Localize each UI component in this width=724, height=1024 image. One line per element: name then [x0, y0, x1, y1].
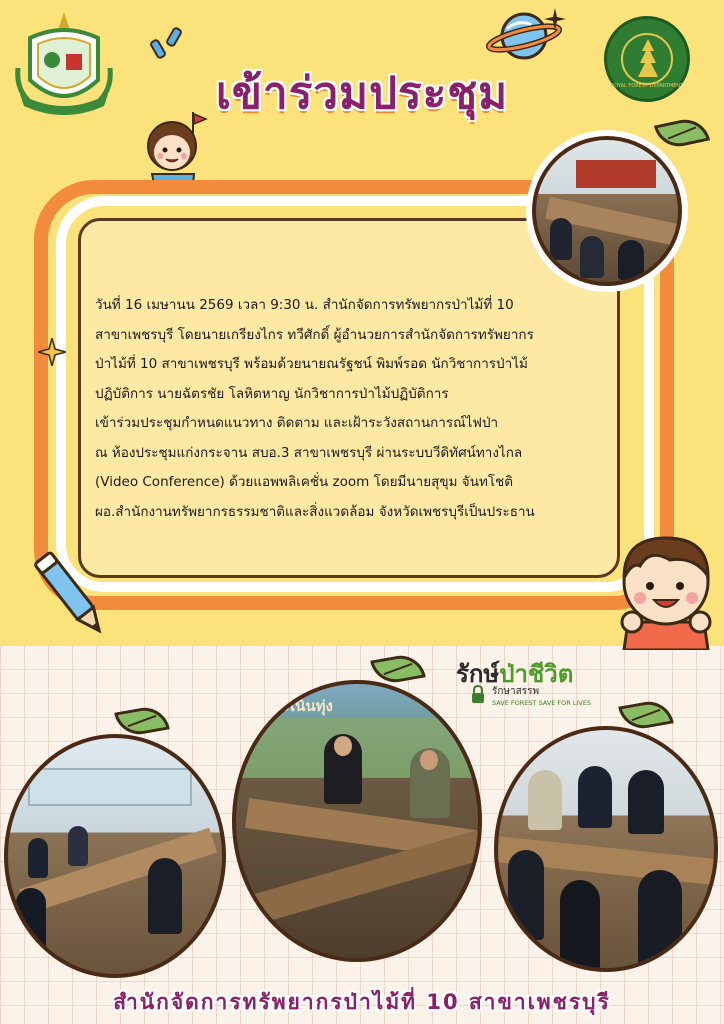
text-box [78, 218, 620, 578]
text-line: สาขาเพชรบุรี โดยนายเกรียงไกร ทวีศักดิ์ ผู้อำนวยการสำนักจัดการทรัพยากร [95, 326, 534, 343]
footer-text: สำนักจัดการทรัพยากรป่าไม้ที่ 10 สาขาเพชรบุรี [113, 990, 611, 1014]
meeting-photo-right [494, 726, 718, 972]
boy-character [610, 526, 722, 650]
screen-sign: พะเนินทุ่ง [272, 697, 333, 715]
page-title: เข้าร่วมประชุม [215, 68, 509, 119]
meeting-photo-left [4, 734, 226, 978]
meeting-photo-center [232, 680, 482, 962]
text-line: ผอ.สำนักงานทรัพยากรธรรมชาติและสิ่งแวดล้อม จังหวัดเพชรบุรีเป็นประธาน [95, 503, 535, 520]
save-forest-logo [456, 654, 606, 714]
sparkle-icon [544, 8, 566, 30]
meeting-photo-top [532, 136, 682, 286]
forest-dept-text: ROYAL FOREST DEPARTMENT [610, 83, 684, 89]
text-line: (Video Conference) ด้วยแอพพลิเคชั่น zoom โดยมีนายสุขุม จันทโชติ [95, 474, 514, 490]
brand-highlight: ป่า [499, 660, 528, 688]
brand-sub: รักษาสรรพ [492, 686, 540, 697]
text-line: ปฏิบัติการ นายฉัตรชัย โลหิตหาญ นักวิชาการป่าไม้ปฏิบัติการ [95, 385, 449, 402]
pencil-icon [30, 544, 114, 648]
text-line: ป่าไม้ที่ 10 สาขาเพชรบุรี พร้อมด้วยนายณรัฐชน์ พิมพ์รอด นักวิชาการป่าไม้ [95, 356, 528, 372]
text-line: ณ ห้องประชุมแก่งกระจาน สบอ.3 สาขาเพชรบุรี ผ่านระบบวีดิทัศน์ทางไกล [95, 444, 523, 461]
brand-tagline: SAVE FOREST SAVE FOR LIVES [492, 699, 592, 707]
sparkle-icon [150, 26, 190, 62]
brand-suffix: ชีวิต [527, 660, 574, 688]
text-line: วันที่ 16 เมษานน 2569 เวลา 9:30 น. สำนักจัดการทรัพยากรป่าไม้ที่ 10 [95, 297, 514, 313]
text-line: เข้าร่วมประชุมกำหนดแนวทาง ติดตาม และเฝ้าระวังสถานการณ์ไฟป่า [95, 415, 499, 431]
brand-prefix: รักษ์ [456, 660, 500, 688]
announcement-text [95, 291, 607, 527]
sparkle-icon [38, 338, 66, 366]
lock-icon [470, 684, 486, 704]
